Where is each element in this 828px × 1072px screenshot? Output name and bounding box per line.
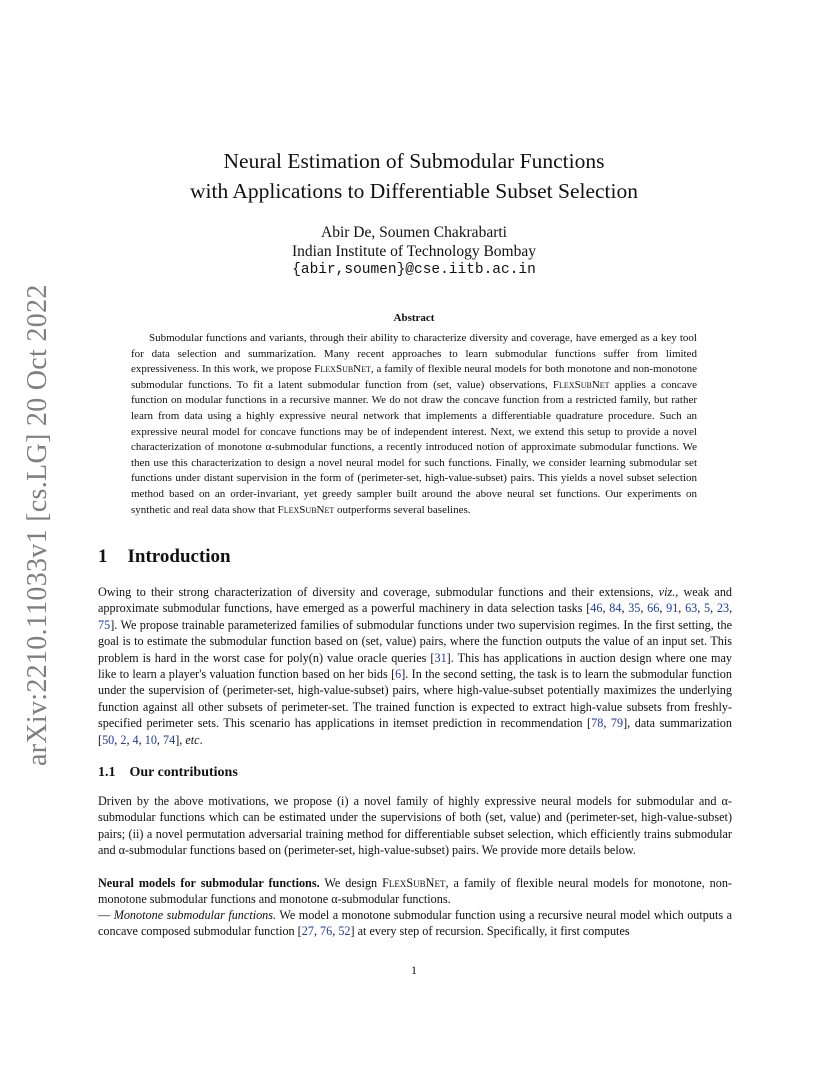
arxiv-identifier-stamp: arXiv:2210.11033v1 [cs.LG] 20 Oct 2022 bbox=[22, 284, 53, 766]
neural-models-paragraph: Neural models for submodular functions. We design FlexSubNet, a family of flexible neural models for monotone, non-monotone submodular functions and monotone α-submodular functions. bbox=[98, 876, 732, 907]
introduction-paragraph: Owing to their strong characterization of diversity and coverage, submodular functions and their extensions, viz., weak and approximate submodular functions, have emerged as a powerful machinery in data selection tasks [46, 84, 35, 66, 91, 63, 5, 23, 75]. We propose trainable parameterized families of submodular functions under two supervision regimes. In the first setting, the goal is to estimate the submodular function based on (set, value) pairs, where the function outputs the value of an input set. This problem is hard in the worst case for poly(n) value oracle queries [31]. This has applications in auction design where one may like to learn a player's valuation function based on her bids [6]. In the second setting, the task is to learn the submodular function under the supervision of (perimeter-set, high-value-subset) pairs, where high-value-subset potentially maximizes the underlying function against all other subsets of perimeter-set. The trained function is expected to extract high-value subsets from freshly-specified perimeter sets. This scenario has applications in itemset prediction in recommendation [78, 79], data summarization [50, 2, 4, 10, 74], etc. bbox=[98, 585, 733, 747]
citation-link[interactable]: 75 bbox=[98, 617, 111, 632]
author-names: Abir De, Soumen Chakrabarti bbox=[321, 224, 507, 241]
author-email: {abir,soumen}@cse.iitb.ac.in bbox=[292, 262, 536, 278]
citation-link[interactable]: 66 bbox=[647, 601, 660, 616]
citation-link[interactable]: 6 bbox=[395, 667, 402, 682]
abstract-text: Submodular functions and variants, through their ability to characterize diversity and coverage, have emerged as a key tool for data selection and summarization. Many recent approaches to learn submodular functions suffer from limited expressiveness. In this work, we propose FlexSubNet, a family of flexible neural models for both monotone and non-monotone submodular functions. To fit a latent submodular function from (set, value) observations, FlexSubNet applies a concave function on modular functions in a recursive manner. We do not draw the concave function from a restricted family, but rather learn from data using a highly expressive neural network that implements a differentiable quadrature procedure. Such an expressive neural model for concave functions may be of independent interest. Next, we extend this setup to provide a novel characterization of monotone α-submodular functions, a recently introduced notion of approximate submodular functions. We then use this characterization to design a novel neural model for such functions. Finally, we consider learning submodular set functions under distant supervision in the form of (perimeter-set, high-value-subset) pairs. This yields a novel subset selection method based on an order-invariant, yet greedy sampler built around the above neural set functions. Our experiments on synthetic and real data show that FlexSubNet outperforms several baselines. bbox=[131, 332, 697, 516]
citation-link[interactable]: 63 bbox=[685, 601, 698, 616]
citation-link[interactable]: 31 bbox=[434, 650, 447, 665]
subsection-heading-contributions: 1.1 Our contributions bbox=[98, 765, 238, 780]
citation-link[interactable]: 46 bbox=[590, 601, 603, 616]
citation-link[interactable]: 74 bbox=[163, 732, 176, 747]
citation-link[interactable]: 76 bbox=[320, 924, 333, 939]
paper-title bbox=[100, 146, 728, 206]
method-name: FlexSubNet bbox=[552, 378, 610, 391]
citation-link[interactable]: 79 bbox=[610, 716, 624, 731]
citation-link[interactable]: 78 bbox=[591, 716, 604, 731]
page-number: 1 bbox=[411, 963, 417, 977]
citation-link[interactable]: 91 bbox=[666, 601, 679, 616]
citation-link[interactable]: 4 bbox=[132, 732, 139, 747]
title-line-1: Neural Estimation of Submodular Functions bbox=[223, 149, 605, 173]
citation-link[interactable]: 5 bbox=[704, 601, 711, 616]
citation-link[interactable]: 10 bbox=[144, 732, 157, 747]
citation-link[interactable]: 52 bbox=[338, 924, 351, 939]
citation-link[interactable]: 27 bbox=[301, 924, 314, 939]
paragraph-lead: Neural models for submodular functions. bbox=[98, 876, 320, 890]
citation-link[interactable]: 84 bbox=[609, 601, 622, 616]
citation-link[interactable]: 2 bbox=[120, 732, 127, 747]
section-heading-introduction: 1 Introduction bbox=[98, 546, 231, 567]
method-name: FlexSubNet bbox=[314, 363, 371, 376]
citation-link[interactable]: 50 bbox=[102, 732, 115, 747]
citation-link[interactable]: 35 bbox=[628, 601, 641, 616]
monotone-paragraph: — Monotone submodular functions. We model a monotone submodular function using a recursive neural model which outputs a concave composed submodular function [27, 76, 52] at every step of recursion. Specifically, it first computes bbox=[98, 908, 732, 939]
title-line-2: with Applications to Differentiable Subset Selection bbox=[189, 179, 639, 203]
method-name: FlexSubNet bbox=[277, 503, 335, 516]
method-name: FlexSubNet bbox=[382, 876, 446, 890]
citation-link[interactable]: 23 bbox=[716, 601, 730, 616]
contributions-paragraph: Driven by the above motivations, we propose (i) a novel family of highly expressive neural models for submodular and α-submodular functions which can be estimated under the supervisions of both (set, value) and (perimeter-set, high-value-subset) pairs; (ii) a novel permutation adversarial training method for differentiable subset selection, which efficiently trains submodular and α-submodular functions based on (perimeter-set, high-value-subset) pairs. We provide more details below. bbox=[98, 794, 732, 858]
affiliation: Indian Institute of Technology Bombay bbox=[291, 243, 536, 260]
abstract-heading: Abstract bbox=[393, 312, 435, 324]
